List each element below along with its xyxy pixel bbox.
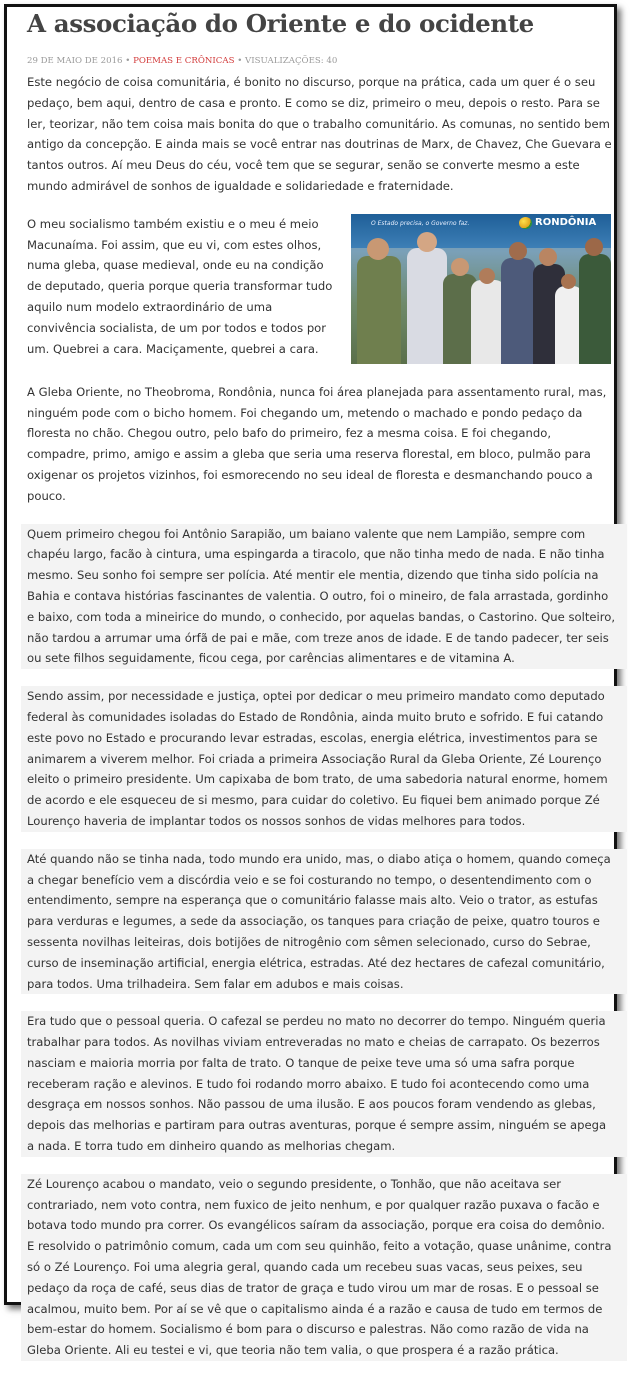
person-head xyxy=(479,268,495,284)
banner-slogan: O Estado precisa, o Governo faz. xyxy=(371,219,470,227)
paragraph-4: Quem primeiro chegou foi Antônio Sarapião, um baiano valente que nem Lampião, sempre com chapéu largo, facão à cintura, uma espingarda a tiracolo, que não tinha medo de nada. E não tinha mesmo. Seu sonho foi sempre ser polícia. Até mentir ele mentia, dizendo que tinha sido polícia na Bahia e contava histórias fascinantes de valentia. O outro, foi o mineiro, de fala arrastada, gordinho e baixo, com toda a mineirice do mundo, o conhecido, por aquelas bandas, o Castorino. Que solteiro, não tardou a arrumar uma órfã de pai e mãe, com treze anos de idade. E de tando padecer, ter seis ou sete filhos seguidamente, ficou cega, por carências alimentares e de vitamina A. xyxy=(21,524,627,670)
paragraph-3: A Gleba Oriente, no Theobroma, Rondônia, nunca foi área planejada para assentamento rural, mas, ninguém pode com o bicho homem. Foi chegando um, metendo o machado e pondo pedaço da floresta no chão. Chegou outro, pelo bafo do primeiro, fez a mesma coisa. E foi chegando, compadre, primo, amigo e assim a gleba que seria uma reserva florestal, em bloco, pulmão para oxigenar os projetos vizinhos, foi esmorecendo no seu ideal de floresta e desmanchando pouco a pouco. xyxy=(27,384,607,503)
paragraph-5: Sendo assim, por necessidade e justiça, optei por dedicar o meu primeiro mandato como deputado federal às comunidades isoladas do Estado de Rondônia, ainda muito bruto e sofrido. E fui catando este povo no Estado e procurando levar estradas, escolas, energia elétrica, investimentos para se animarem a viverem melhor. Foi criada a primeira Associação Rural da Gleba Oriente, Zé Lourenço eleito o primeiro presidente. Um capixaba de bom trato, de uma sabedoria natural enorme, homem de acordo e ele esqueceu de si mesmo, para cuidar do coletivo. Eu fiquei bem animado porque Zé Lourenço haveria de implantar todos os nossos sonhos de vidas melhores para todos. xyxy=(21,686,627,832)
photo-banner xyxy=(351,214,611,248)
person-figure xyxy=(471,280,505,364)
person-head xyxy=(585,238,603,256)
page-title: A associação do Oriente e do ocidente xyxy=(27,9,534,38)
view-count: VISUALIZAÇÕES: 40 xyxy=(245,56,338,66)
person-figure xyxy=(501,258,535,364)
paragraph-2: O meu socialismo também existiu e o meu é meio Macunaíma. Foi assim, que eu vi, com estes olhos, numa gleba, quase medieval, onde eu na condição de deputado, queria porque queria transformar tudo aquilo num modelo extraordinário de uma convivência socialista, de um por todos e todos por um. Quebrei a cara. Maciçamente, quebrei a cara. xyxy=(27,216,333,356)
banner-brand: RONDÔNIA xyxy=(535,216,597,228)
person-figure xyxy=(579,254,611,364)
photo-section xyxy=(27,214,615,364)
paragraph-6: Até quando não se tinha nada, todo mundo era unido, mas, o diabo atiça o homem, quando começa a chegar benefício vem a discórdia veio e se foi costurando no tempo, o desentendimento com o entendimento, sempre na esperança que o comunitário falasse mais alto. Veio o trator, as estufas para verduras e legumes, a sede da associação, os tanques para criação de peixe, quatro touros e sessenta novilhas leiteiras, dois botijões de nitrogênio com sêmen selecionado, curso do Sebrae, curso de inseminação artificial, energia elétrica, estradas. Até dez hectares de cafezal comunitário, para todos. Uma trilhadeira. Sem falar em adubos e mais coisas. xyxy=(21,849,627,995)
person-figure xyxy=(407,248,447,364)
person-head xyxy=(561,274,576,289)
article-frame xyxy=(4,4,617,1358)
person-head xyxy=(367,238,389,260)
person-head xyxy=(509,242,527,260)
meta-separator: • xyxy=(234,56,246,66)
paragraph-1: Este negócio de coisa comunitária, é bonito no discurso, porque na prática, cada um quer é o seu pedaço, bem aqui, dentro de casa e pronto. E como se diz, primeiro o meu, depois o resto. Para se ler, teorizar, não tem coisa mais bonita do que o trabalho comunitário. As comunas, no sentido bem antigo da concepção. E ainda mais se você entrar nas doutrinas de Marx, de Chavez, Che Guevara e tantos outros. Aí meu Deus do céu, você tem que se segurar, senão se converte mesmo a este mundo admirável de sonhos de igualdade e solidariedade e fraternidade. xyxy=(27,75,612,193)
person-head xyxy=(539,248,557,266)
rondonia-logo-icon xyxy=(519,217,532,229)
paragraph-8: Zé Lourenço acabou o mandato, veio o segundo presidente, o Tonhão, que não aceitava ser contrariado, nem voto contra, nem fuxico de jeito nenhum, e por qualquer razão puxava o facão e botava todo mundo pra correr. Os evangélicos saíram da associação, porque era coisa do demônio. E resolvido o patrimônio comum, cada um com seu quinhão, feito a votação, quase unânime, contra só o Zé Lourenço. Foi uma alegria geral, quando cada um recebeu suas vacas, seus peixes, seu pedaço da roça de café, seus dias de trator de graça e tudo virou um mar de rosas. E o pessoal se acalmou, muito bem. Por aí se vê que o capitalismo ainda é a razão e causa de tudo em termos de bem-estar do homem. Socialismo é bom para o discurso e palestras. Não como razão de vida na Gleba Oriente. Ali eu testei e vi, que teoria não tem valia, o que prospera é a razão prática. xyxy=(21,1174,627,1361)
group-photo xyxy=(351,214,611,364)
paragraph-7: Era tudo que o pessoal queria. O cafezal se perdeu no mato no decorrer do tempo. Ninguém queria trabalhar para todos. As novilhas viviam entreveradas no mato e cheias de carrapato. Os bezerros nasciam e maioria morria por falta de trato. O tanque de peixe teve uma só uma safra porque receberam ração e alevinos. E tudo foi rodando morro abaixo. E tudo foi acontecendo como uma desgraça em nossos sonhos. Não passou de uma ilusão. E aos poucos foram vendendo as glebas, depois das melhorias e partiram para outras aventuras, porque é sempre assim, ninguém se apega a nada. E torra tudo em dinheiro quando as melhorias chegam. xyxy=(21,1011,627,1157)
post-meta xyxy=(27,56,337,66)
person-head xyxy=(417,232,437,252)
meta-separator: • xyxy=(122,56,134,66)
person-figure xyxy=(357,256,401,364)
category-link[interactable]: POEMAS E CRÔNICAS xyxy=(133,56,235,66)
person-head xyxy=(451,258,469,276)
article-body xyxy=(27,72,615,1378)
post-date: 29 DE MAIO DE 2016 xyxy=(27,56,123,66)
